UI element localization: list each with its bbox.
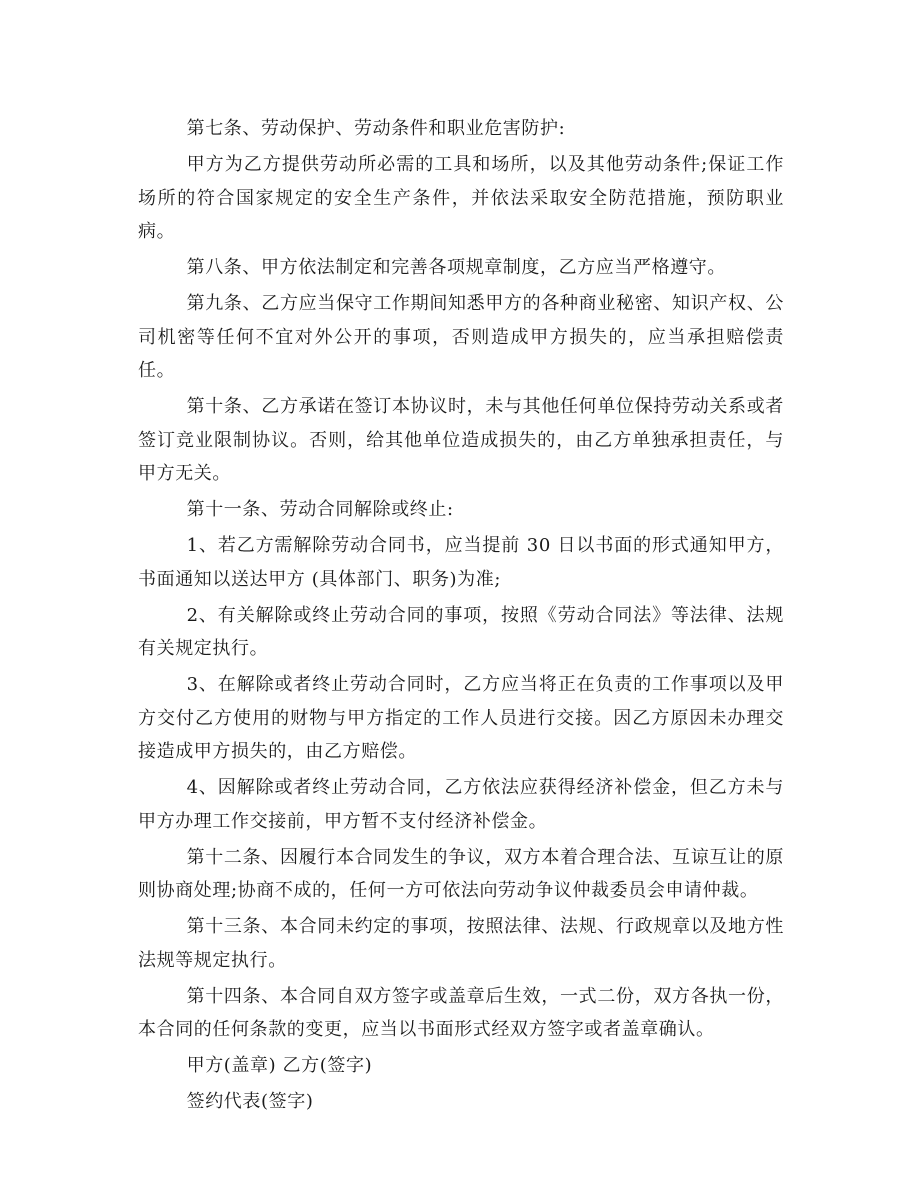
article-13-text: 第十三条、本合同未约定的事项，按照法律、法规、行政规章以及地方性法规等规定执行。 bbox=[138, 916, 784, 971]
article-11-item-1: 1、若乙方需解除劳动合同书，应当提前 30 日以书面的形式通知甲方，书面通知以送达甲方 (具体部门、职务)为准; bbox=[138, 535, 784, 590]
article-10-text: 第十条、乙方承诺在签订本协议时，未与其他任何单位保持劳动关系或者签订竞业限制协议。否则，给其他单位造成损失的，由乙方单独承担责任，与甲方无关。 bbox=[138, 396, 784, 484]
article-14-text: 第十四条、本合同自双方签字或盖章后生效，一式二份，双方各执一份，本合同的任何条款的变更，应当以书面形式经双方签字或者盖章确认。 bbox=[138, 985, 784, 1040]
article-7-heading: 第七条、劳动保护、劳动条件和职业危害防护: bbox=[186, 118, 566, 139]
article-11-heading: 第十一条、劳动合同解除或终止: bbox=[186, 499, 454, 520]
article-11-item-2: 2、有关解除或终止劳动合同的事项，按照《劳动合同法》等法律、法规有关规定执行。 bbox=[138, 604, 784, 659]
document-body bbox=[138, 112, 784, 1119]
article-7-text: 甲方为乙方提供劳动所必需的工具和场所，以及其他劳动条件;保证工作场所的符合国家规定的安全生产条件，并依法采取安全防范措施，预防职业病。 bbox=[138, 154, 784, 242]
article-12-text: 第十二条、因履行本合同发生的争议，双方本着合理合法、互谅互让的原则协商处理;协商不成的，任何一方可依法向劳动争议仲裁委员会申请仲裁。 bbox=[138, 846, 784, 901]
article-8-text: 第八条、甲方依法制定和完善各项规章制度，乙方应当严格遵守。 bbox=[186, 257, 726, 278]
article-11-item-3: 3、在解除或者终止劳动合同时，乙方应当将正在负责的工作事项以及甲方交付乙方使用的财物与甲方指定的工作人员进行交接。因乙方原因未办理交接造成甲方损失的，由乙方赔偿。 bbox=[138, 674, 784, 762]
signature-representative-line: 签约代表(签字) bbox=[186, 1091, 314, 1112]
article-11-item-4: 4、因解除或者终止劳动合同，乙方依法应获得经济补偿金，但乙方未与甲方办理工作交接前，甲方暂不支付经济补偿金。 bbox=[138, 777, 784, 832]
signature-parties-line: 甲方(盖章) 乙方(签字) bbox=[186, 1055, 373, 1076]
article-9-text: 第九条、乙方应当保守工作期间知悉甲方的各种商业秘密、知识产权、公司机密等任何不宜对外公开的事项，否则造成甲方损失的，应当承担赔偿责任。 bbox=[138, 293, 784, 381]
